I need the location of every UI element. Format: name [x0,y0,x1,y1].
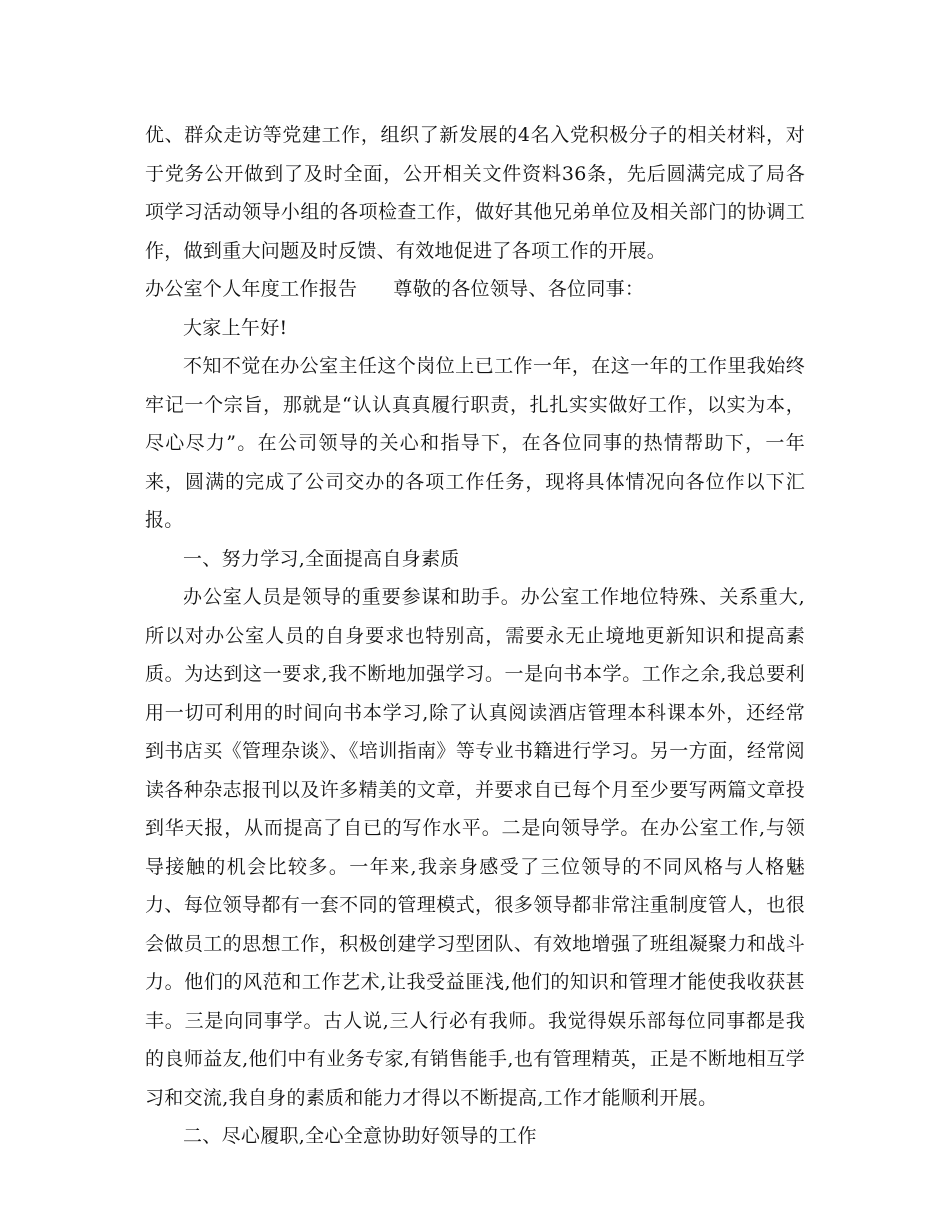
report-title: 办公室个人年度工作报告 [145,278,358,300]
greeting: 大家上午好! [183,316,288,339]
intro-paragraph: 不知不觉在办公室主任这个岗位上已工作一年，在这一年的工作里我始终牢记一个宗旨，那就是“认认真真履行职责，扎扎实实做好工作，以实为本，尽心尽力”。在公司领导的关心和指导下，在各位同事的热情帮助下，一年来，圆满的完成了公司交办的各项工作任务，现将具体情况向各位作以下汇报。 [145,355,805,531]
title-line [145,270,805,309]
section1-paragraph: 办公室人员是领导的重要参谋和助手。办公室工作地位特殊、关系重大,所以对办公室人员的自身要求也特别高，需要永无止境地更新知识和提高素质。为达到这一要求,我不断地加强学习。一是向书本学。工作之余,我总要利用一切可利用的时间向书本学习,除了认真阅读酒店管理本科课本外，还经常到书店买《管理杂谈》、《培训指南》等专业书籍进行学习。另一方面，经常阅读各种杂志报刊以及许多精美的文章，并要求自已每个月至少要写两篇文章投到华天报，从而提高了自已的写作水平。二是向领导学。在办公室工作,与领导接触的机会比较多。一年来,我亲身感受了三位领导的不同风格与人格魅力、每位领导都有一套不同的管理模式，很多领导都非常注重制度管人，也很会做员工的思想工作，积极创建学习型团队、有效地增强了班组凝聚力和战斗力。他们的风范和工作艺术,让我受益匪浅,他们的知识和管理才能使我收获甚丰。三是向同事学。古人说,三人行必有我师。我觉得娱乐部每位同事都是我的良师益友,他们中有业务专家,有销售能手,也有管理精英，正是不断地相互学习和交流,我自身的素质和能力才得以不断提高,工作才能顺利开展。 [145,586,805,1109]
continuation-paragraph: 优、群众走访等党建工作，组织了新发展的4名入党积极分子的相关材料，对于党务公开做到了及时全面，公开相关文件资料36条，先后圆满完成了局各项学习活动领导小组的各项检查工作，做好其他兄弟单位及相关部门的协调工作，做到重大问题及时反馈、有效地促进了各项工作的开展。 [145,124,805,262]
document-body [145,116,805,1156]
section1-heading: 一、努力学习,全面提高自身素质 [183,547,460,570]
section2-heading: 二、尽心履职,全心全意协助好领导的工作 [183,1125,537,1147]
salutation: 尊敬的各位领导、各位同事： [393,278,645,300]
